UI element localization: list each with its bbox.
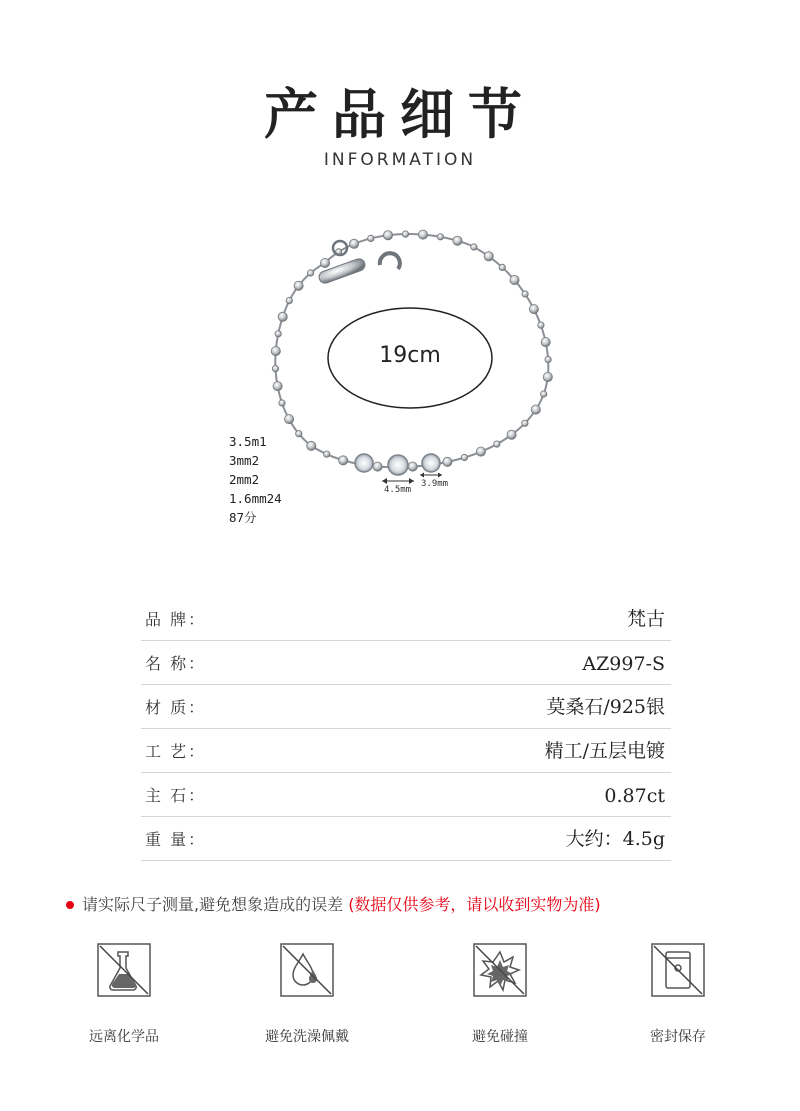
impact-burst-icon <box>472 942 528 998</box>
care-label: 密封保存 <box>650 1029 706 1045</box>
bead <box>541 338 550 347</box>
detail-label: 材 质： <box>145 698 207 717</box>
detail-value: 梵古 <box>626 608 665 630</box>
bead <box>307 270 313 276</box>
care-item-chemicals <box>49 942 199 1046</box>
bead <box>476 447 485 456</box>
bead <box>350 239 359 248</box>
bead <box>402 231 408 237</box>
bead <box>499 264 505 270</box>
detail-row-main-stone <box>141 773 671 817</box>
bead <box>271 347 280 356</box>
bead <box>307 441 316 450</box>
detail-row-material <box>141 685 671 729</box>
care-label: 避免碰撞 <box>472 1029 528 1045</box>
bead <box>286 297 292 303</box>
notice-highlight: (数据仅供参考，请以收到实物为准) <box>348 895 601 914</box>
bead <box>418 230 427 239</box>
spec-list <box>229 432 282 527</box>
bead <box>471 244 477 250</box>
bead <box>531 405 540 414</box>
bead <box>522 420 528 426</box>
care-item-storage <box>603 942 753 1046</box>
bead <box>278 312 287 321</box>
bead <box>408 462 417 471</box>
bead <box>320 258 329 267</box>
detail-row-name <box>141 641 671 685</box>
bead <box>461 454 467 460</box>
bead <box>373 462 382 471</box>
bead <box>494 441 500 447</box>
bead <box>272 366 278 372</box>
bead <box>296 431 302 437</box>
chemical-flask-icon <box>96 942 152 998</box>
detail-value: 0.87ct <box>604 785 665 807</box>
bead <box>437 234 443 240</box>
page-subtitle: INFORMATION <box>323 150 477 170</box>
bead <box>541 391 547 397</box>
bead <box>368 235 374 241</box>
bead <box>538 322 544 328</box>
bead <box>507 430 516 439</box>
spec-line: 1.6mm24 <box>229 491 282 506</box>
detail-row-craft <box>141 729 671 773</box>
detail-table <box>141 597 671 861</box>
spec-line: 3mm2 <box>229 453 260 468</box>
dimension-label-b: 3.9mm <box>421 479 449 489</box>
bead <box>484 252 493 261</box>
detail-row-weight <box>141 817 671 861</box>
spec-line: 87分 <box>229 510 257 525</box>
dimension-label-a: 4.5mm <box>384 485 412 495</box>
detail-label: 名 称： <box>145 654 207 673</box>
bead <box>339 456 348 465</box>
detail-label: 品 牌： <box>145 610 207 629</box>
detail-row-brand <box>141 597 671 641</box>
bead <box>273 382 282 391</box>
bead <box>275 331 281 337</box>
bead <box>294 281 303 290</box>
length-label: 19cm <box>379 343 441 368</box>
bead <box>543 372 552 381</box>
bullet-dot-icon <box>66 901 74 909</box>
spec-line: 2mm2 <box>229 472 260 487</box>
sealed-storage-icon <box>650 942 706 998</box>
bead <box>510 275 519 284</box>
detail-value: 精工/五层电镀 <box>544 740 665 762</box>
bead <box>324 451 330 457</box>
care-label: 远离化学品 <box>89 1029 159 1045</box>
care-item-impact <box>425 942 575 1046</box>
bead <box>285 415 294 424</box>
bead <box>522 291 528 297</box>
measurement-notice <box>66 892 601 915</box>
detail-label: 重 量： <box>145 830 207 849</box>
bead <box>453 236 462 245</box>
care-item-water <box>232 942 382 1046</box>
detail-value: 莫桑石/925银 <box>546 696 665 718</box>
detail-value: 大约：4.5g <box>565 828 665 850</box>
detail-value: AZ997-S <box>582 653 665 675</box>
bead <box>545 356 551 362</box>
bead <box>529 305 538 314</box>
bead <box>279 400 285 406</box>
notice-text: 请实际尺子测量,避免想象造成的误差 <box>82 895 344 914</box>
bead <box>383 231 392 240</box>
spec-line: 3.5m1 <box>229 434 267 449</box>
detail-label: 工 艺： <box>145 742 207 761</box>
care-label: 避免洗澡佩戴 <box>265 1029 349 1045</box>
bead <box>443 457 452 466</box>
water-drop-icon <box>279 942 335 998</box>
page-title: 产品细节 <box>264 83 536 146</box>
detail-label: 主 石： <box>145 786 207 805</box>
